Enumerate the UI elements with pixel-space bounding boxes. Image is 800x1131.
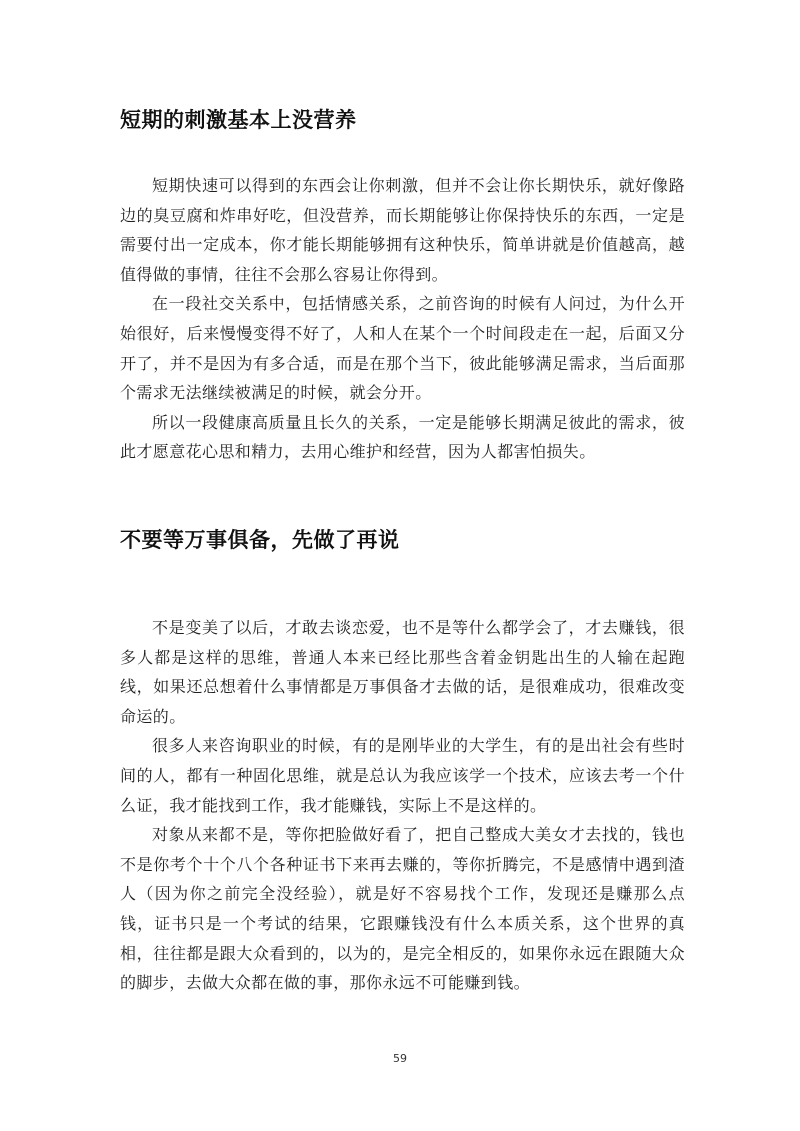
- section-body: [120, 613, 685, 998]
- section-heading: 不要等万事俱备，先做了再说: [120, 528, 400, 552]
- paragraph: 不是变美了以后，才敢去谈恋爱，也不是等什么都学会了，才去赚钱，很多人都是这样的思维，普通人本来已经比那些含着金钥匙出生的人输在起跑线，如果还总想着什么事情都是万事俱备才去做的话，是很难成功，很难改变命运的。: [120, 618, 685, 726]
- section-body: [120, 171, 685, 467]
- section-short-term-stimulation: [120, 103, 685, 467]
- paragraph: 所以一段健康高质量且长久的关系，一定是能够长期满足彼此的需求，彼此才愿意花心思和精力，去用心维护和经营，因为人都害怕损失。: [120, 412, 685, 462]
- section-heading: 短期的刺激基本上没营养: [120, 108, 357, 132]
- section-do-it-first: [120, 523, 685, 998]
- paragraph: 在一段社交关系中，包括情感关系，之前咨询的时候有人问过，为什么开始很好，后来慢慢变得不好了，人和人在某个一个时间段走在一起，后面又分开了，并不是因为有多合适，而是在那个当下，彼此能够满足需求，当后面那个需求无法继续被满足的时候，就会分开。: [120, 294, 685, 403]
- page-number: 59: [393, 1052, 407, 1065]
- paragraph: 对象从来都不是，等你把脸做好看了，把自己整成大美女才去找的，钱也不是你考个十个八个各种证书下来再去赚的，等你折腾完，不是感情中遇到渣人（因为你之前完全没经验），就是好不容易找个工作，发现还是赚那么点钱，证书只是一个考试的结果，它跟赚钱没有什么本质关系，这个世界的真相，往往都是跟大众看到的，以为的，是完全相反的，如果你永远在跟随大众的脚步，去做大众都在做的事，那你永远不可能赚到钱。: [120, 825, 685, 993]
- paragraph: 短期快速可以得到的东西会让你刺激，但并不会让你长期快乐，就好像路边的臭豆腐和炸串好吃，但没营养，而长期能够让你保持快乐的东西，一定是需要付出一定成本，你才能长期能够拥有这种快乐，简单讲就是价值越高，越值得做的事情，往往不会那么容易让你得到。: [120, 176, 685, 284]
- paragraph: 很多人来咨询职业的时候，有的是刚毕业的大学生，有的是出社会有些时间的人，都有一种固化思维，就是总认为我应该学一个技术，应该去考一个什么证，我才能找到工作，我才能赚钱，实际上不是这样的。: [120, 736, 685, 815]
